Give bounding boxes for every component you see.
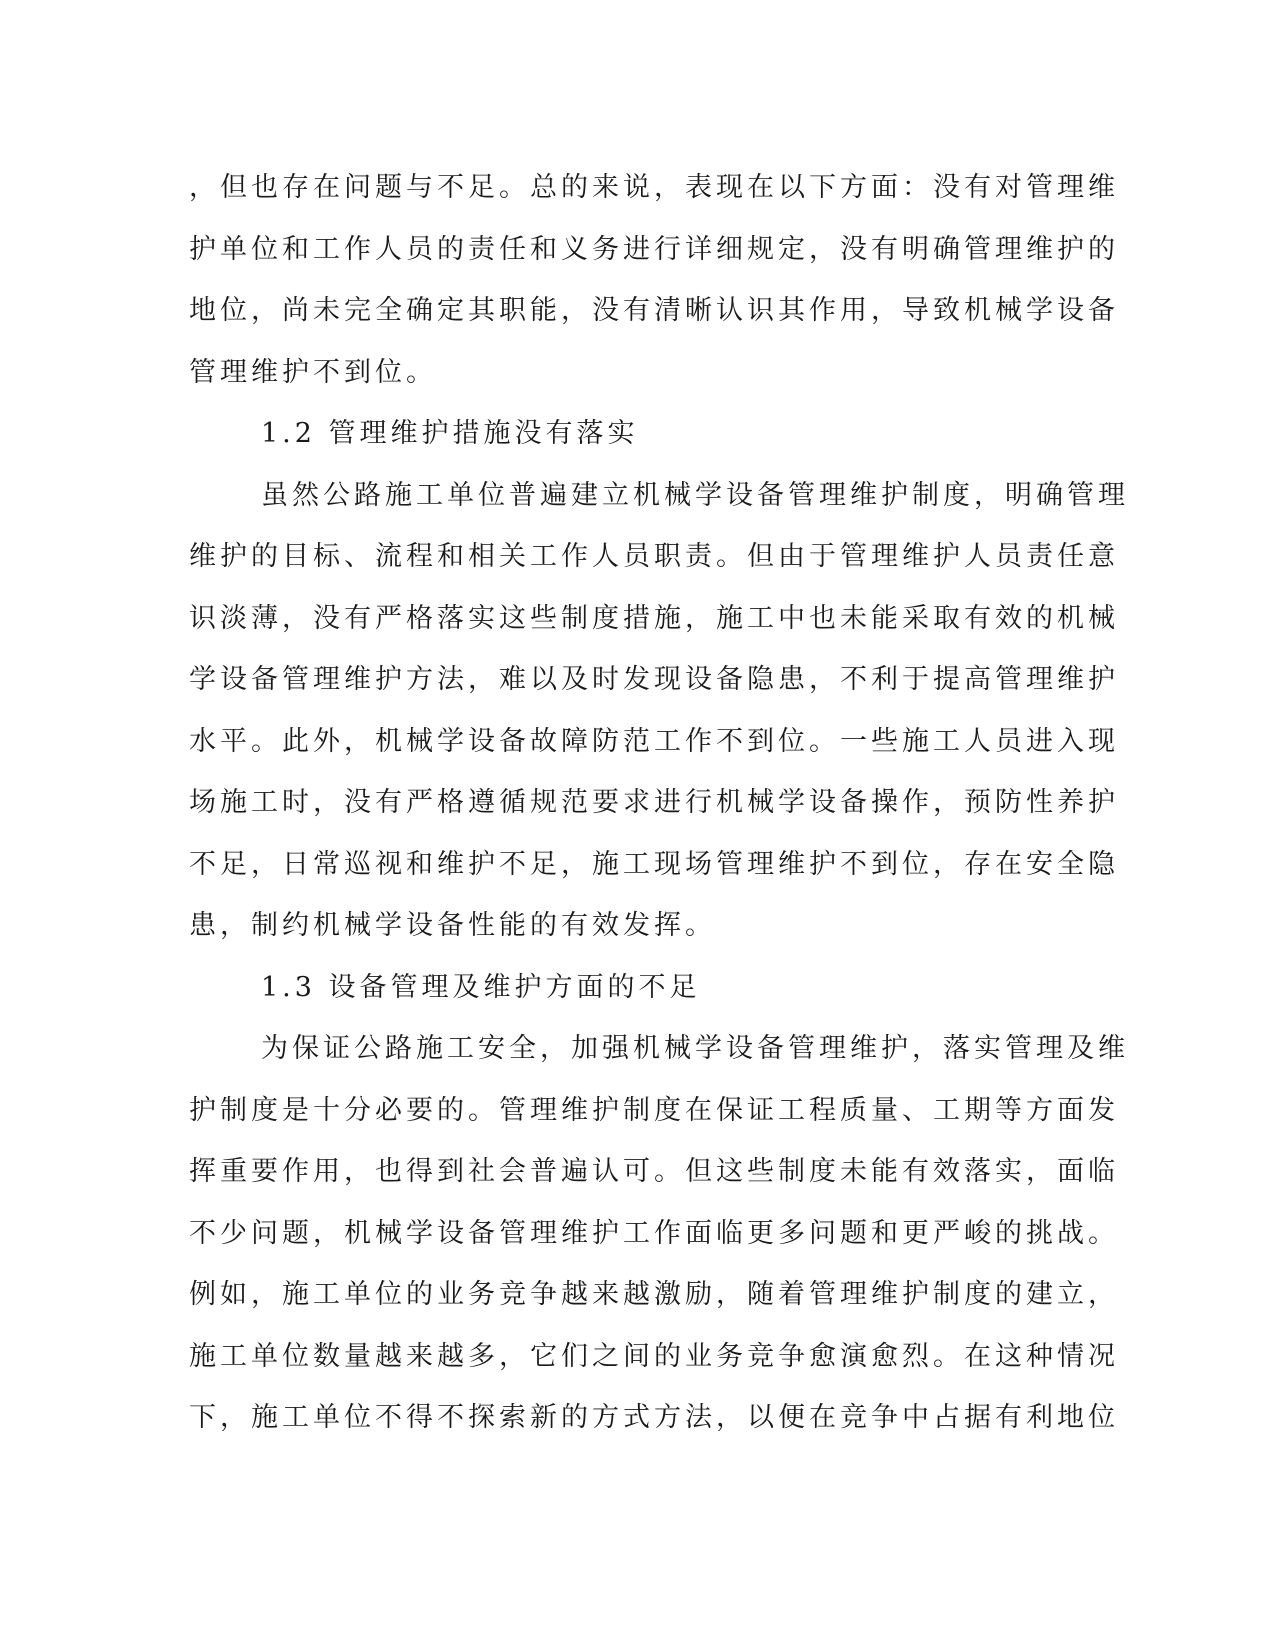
text-line: ，但也存在问题与不足。总的来说，表现在以下方面：没有对管理维 <box>189 172 1119 203</box>
text-line: 施工单位数量越来越多，它们之间的业务竞争愈演愈烈。在这种情况 <box>189 1340 1119 1372</box>
text-line: 下，施工单位不得不探索新的方式方法，以便在竞争中占据有利地位 <box>189 1402 1119 1433</box>
section-heading-1-3: 1.3 设备管理及维护方面的不足 <box>261 971 701 1003</box>
text-line: 管理维护不到位。 <box>189 356 437 388</box>
text-line: 场施工时，没有严格遵循规范要求进行机械学设备操作，预防性养护 <box>189 787 1119 818</box>
section-heading-1-2: 1.2 管理维护措施没有落实 <box>261 418 639 449</box>
text-line: 维护的目标、流程和相关工作人员职责。但由于管理维护人员责任意 <box>189 541 1119 572</box>
text-line: 挥重要作用，也得到社会普遍认可。但这些制度未能有效落实，面临 <box>189 1156 1119 1187</box>
text-line: 不少问题，机械学设备管理维护工作面临更多问题和更严峻的挑战。 <box>189 1217 1119 1249</box>
paragraph-first-line: 为保证公路施工安全，加强机械学设备管理维护，落实管理及维 <box>261 1033 1129 1064</box>
text-line: 患，制约机械学设备性能的有效发挥。 <box>189 910 716 941</box>
text-line: 例如，施工单位的业务竞争越来越激励，随着管理维护制度的建立， <box>189 1279 1119 1310</box>
document-body <box>189 157 1129 1449</box>
text-line: 地位，尚未完全确定其职能，没有清晰认识其作用，导致机械学设备 <box>189 295 1119 326</box>
text-line: 学设备管理维护方法，难以及时发现设备隐患，不利于提高管理维护 <box>189 664 1119 695</box>
text-line: 护制度是十分必要的。管理维护制度在保证工程质量、工期等方面发 <box>189 1094 1119 1126</box>
text-line: 水平。此外，机械学设备故障防范工作不到位。一些施工人员进入现 <box>189 725 1119 757</box>
text-line: 护单位和工作人员的责任和义务进行详细规定，没有明确管理维护的 <box>189 233 1119 265</box>
text-line: 识淡薄，没有严格落实这些制度措施，施工中也未能采取有效的机械 <box>189 602 1119 634</box>
paragraph-first-line: 虽然公路施工单位普遍建立机械学设备管理维护制度，明确管理 <box>261 479 1129 511</box>
text-line: 不足，日常巡视和维护不足，施工现场管理维护不到位，存在安全隐 <box>189 848 1119 880</box>
